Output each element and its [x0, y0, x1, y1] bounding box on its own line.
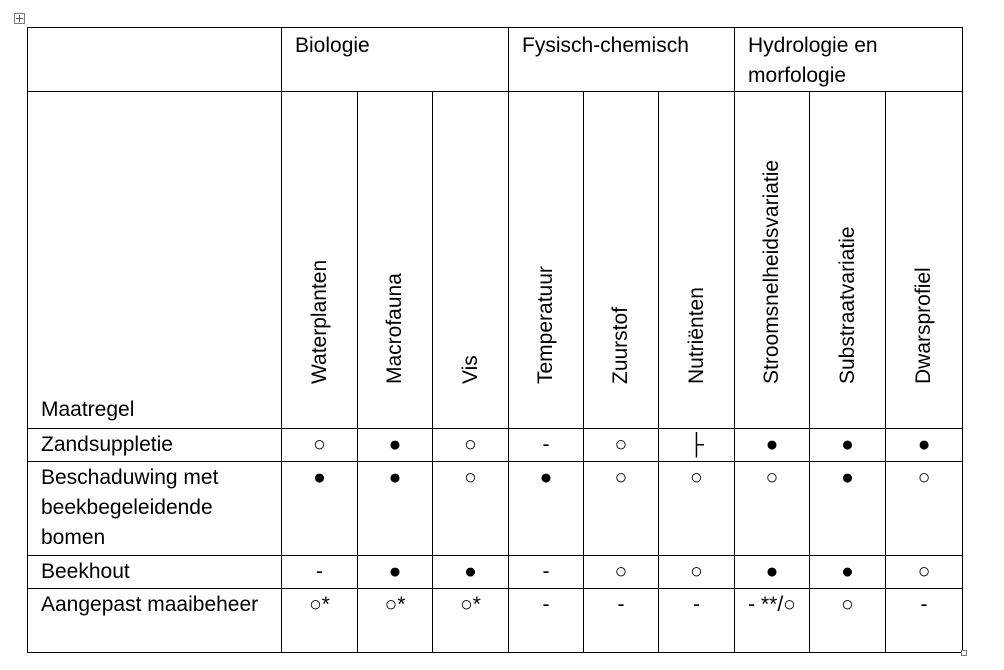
effect-cell: ○ — [282, 429, 358, 462]
row-label: Beekhout — [28, 556, 282, 589]
effect-cell: ○ — [735, 462, 810, 556]
column-header — [735, 92, 810, 429]
measures-table — [27, 27, 963, 653]
column-header-text: Dwarsprofiel — [912, 267, 936, 384]
row-label: Aangepast maaibeheer — [28, 589, 282, 653]
table-row — [28, 429, 963, 462]
effect-cell: ● — [358, 429, 433, 462]
effect-cell: - — [509, 556, 584, 589]
effect-cell: - — [886, 589, 963, 653]
group-header-row — [28, 28, 963, 92]
effect-cell: ● — [433, 556, 509, 589]
column-header — [659, 92, 735, 429]
effect-cell: ● — [282, 462, 358, 556]
effect-cell: ○ — [659, 556, 735, 589]
column-header-text: Waterplanten — [307, 259, 331, 384]
group-header: Biologie — [282, 28, 509, 92]
effect-cell: ○ — [433, 429, 509, 462]
column-header — [282, 92, 358, 429]
effect-cell: ├ — [659, 429, 735, 462]
effect-cell: ● — [358, 556, 433, 589]
effect-cell: ● — [735, 556, 810, 589]
table-resize-handle[interactable] — [961, 650, 967, 656]
table-move-handle[interactable] — [14, 13, 25, 24]
effect-cell: ○ — [584, 462, 659, 556]
effect-cell: ○ — [886, 556, 963, 589]
table-row — [28, 556, 963, 589]
effect-cell: ○ — [433, 462, 509, 556]
table-row — [28, 589, 963, 653]
column-header — [810, 92, 886, 429]
group-header: Fysisch-chemisch — [509, 28, 735, 92]
effect-cell: ● — [358, 462, 433, 556]
effect-cell: ○ — [584, 556, 659, 589]
effect-cell: ○ — [810, 589, 886, 653]
empty-corner-cell — [28, 28, 282, 92]
effect-cell: - — [282, 556, 358, 589]
effect-cell: - **/○ — [735, 589, 810, 653]
effect-cell: ● — [509, 462, 584, 556]
effect-cell: - — [659, 589, 735, 653]
effect-cell: ○ — [886, 462, 963, 556]
row-label: Zandsuppletie — [28, 429, 282, 462]
effect-cell: ● — [810, 429, 886, 462]
row-label: Beschaduwing met beekbegeleidende bomen — [28, 462, 282, 556]
column-header-text: Macrofauna — [383, 273, 406, 384]
column-header — [509, 92, 584, 429]
effect-cell: ● — [810, 462, 886, 556]
effect-cell: ○* — [433, 589, 509, 653]
column-header-text: Stroomsnelheidsvariatie — [760, 159, 784, 384]
column-header-row — [28, 92, 963, 429]
row-header-label: Maatregel — [28, 92, 282, 429]
column-header — [584, 92, 659, 429]
column-header — [886, 92, 963, 429]
column-header — [433, 92, 509, 429]
group-header: Hydrologie en morfologie — [735, 28, 963, 92]
effect-cell: ○* — [282, 589, 358, 653]
column-header-text: Nutriënten — [684, 287, 708, 384]
column-header-text: Temperatuur — [534, 266, 558, 384]
effect-cell: - — [509, 429, 584, 462]
effect-cell: ● — [886, 429, 963, 462]
column-header — [358, 92, 433, 429]
column-header-text: Vis — [458, 355, 482, 384]
effect-cell: - — [509, 589, 584, 653]
effect-cell: ○* — [358, 589, 433, 653]
column-header-text: Substraatvariatie — [835, 226, 859, 384]
effect-cell: - — [584, 589, 659, 653]
effect-cell: ○ — [659, 462, 735, 556]
column-header-text: Zuurstof — [609, 306, 633, 384]
table-row — [28, 462, 963, 556]
effect-cell: ● — [735, 429, 810, 462]
effect-cell: ● — [810, 556, 886, 589]
effect-cell: ○ — [584, 429, 659, 462]
